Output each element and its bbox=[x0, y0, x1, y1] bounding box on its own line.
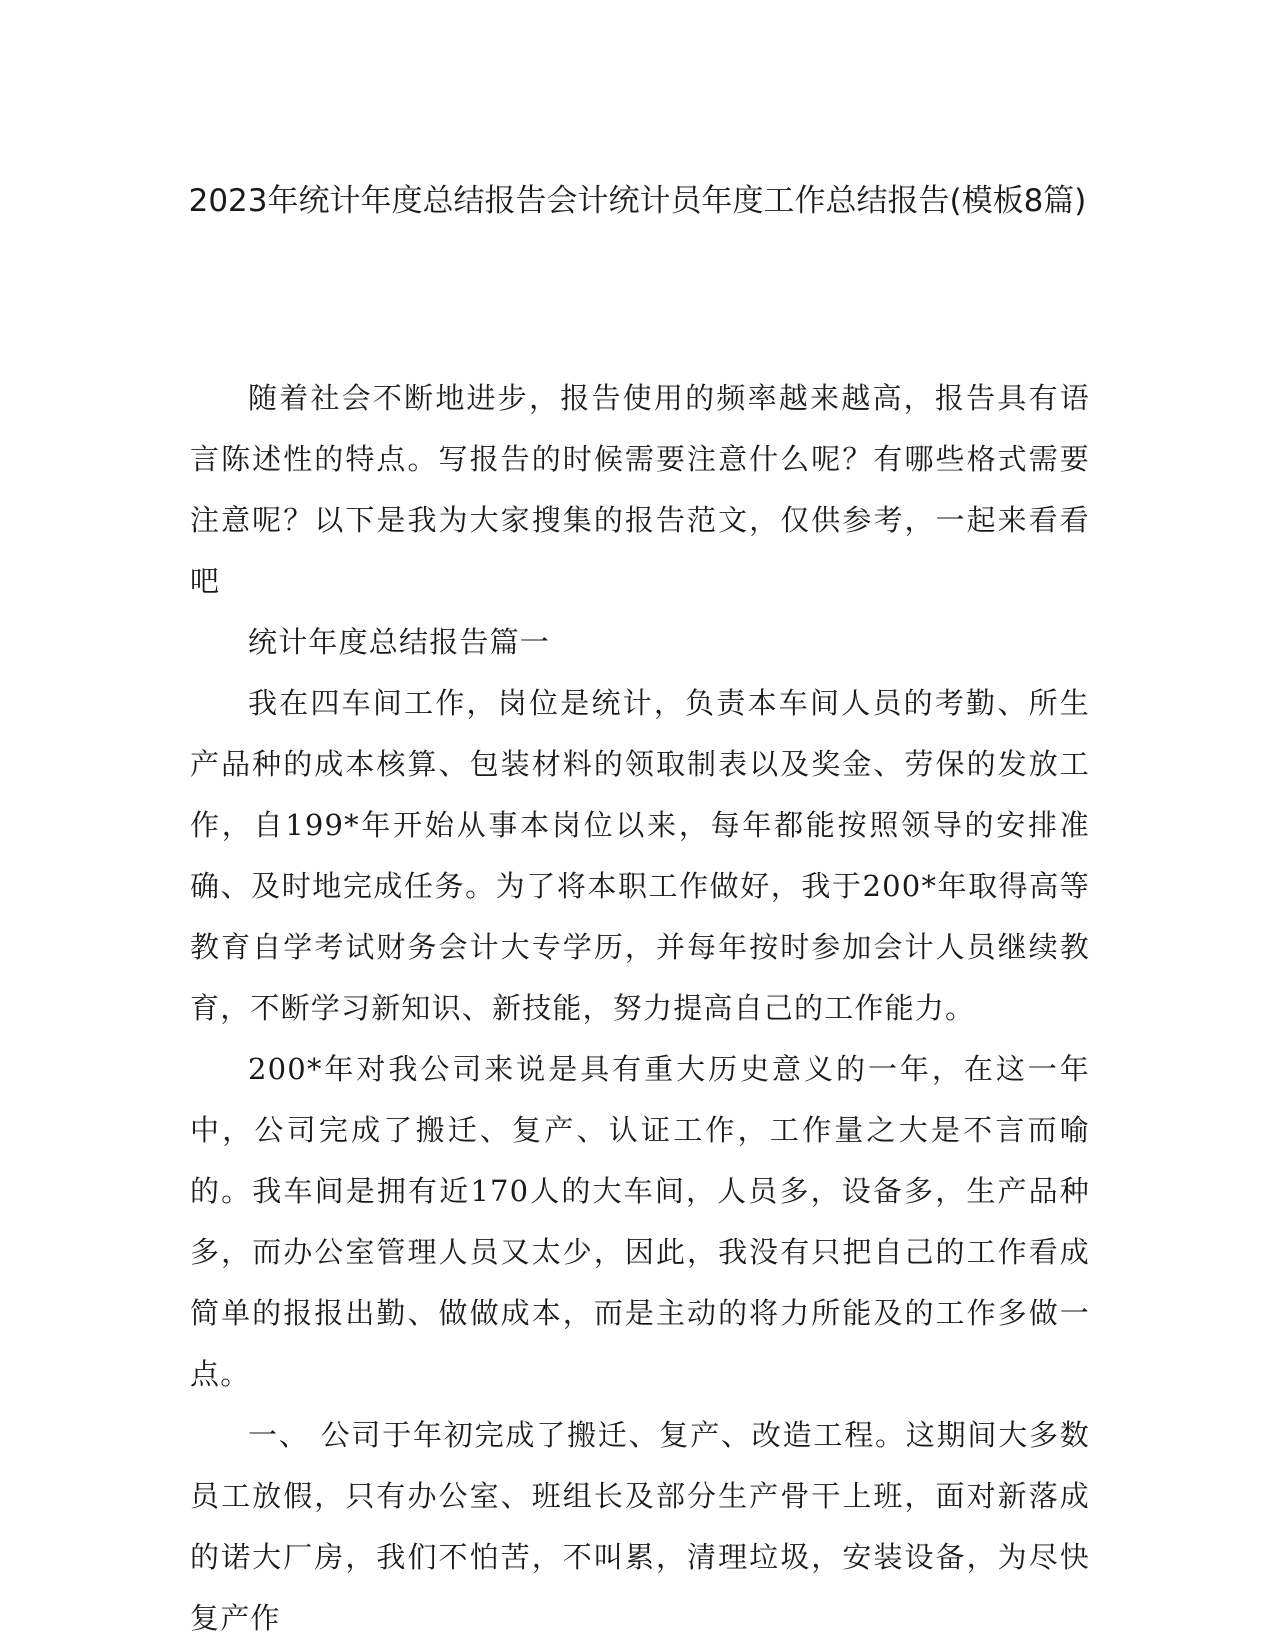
body-paragraph: 我在四车间工作，岗位是统计，负责本车间人员的考勤、所生产品种的成本核算、包装材料的领取制表以及奖金、劳保的发放工作，自199*年开始从事本岗位以来，每年都能按照领导的安排准确、及时地完成任务。为了将本职工作做好，我于200*年取得高等教育自学考试财务会计大专学历，并每年按时参加会计人员继续教育，不断学习新知识、新技能，努力提高自己的工作能力。 bbox=[190, 686, 1090, 1025]
body-paragraph: 200*年对我公司来说是具有重大历史意义的一年，在这一年中，公司完成了搬迁、复产、认证工作，工作量之大是不言而喻的。我车间是拥有近170人的大车间，人员多，设备多，生产品种多，而办公室管理人员又太少，因此，我没有只把自己的工作看成简单的报报出勤、做做成本，而是主动的将力所能及的工作多做一点。 bbox=[190, 1052, 1090, 1391]
document-title: 2023年统计年度总结报告会计统计员年度工作总结报告(模板8篇) bbox=[188, 183, 1087, 219]
document-body bbox=[190, 368, 1090, 1649]
section-heading: 统计年度总结报告篇一 bbox=[248, 625, 551, 659]
intro-paragraph: 随着社会不断地进步，报告使用的频率越来越高，报告具有语言陈述性的特点。写报告的时候需要注意什么呢？有哪些格式需要注意呢？以下是我为大家搜集的报告范文，仅供参考，一起来看看吧 bbox=[190, 381, 1090, 598]
body-paragraph: 一、 公司于年初完成了搬迁、复产、改造工程。这期间大多数员工放假，只有办公室、班组长及部分生产骨干上班，面对新落成的诺大厂房，我们不怕苦，不叫累，清理垃圾，安装设备，为尽快复产作 bbox=[190, 1418, 1090, 1635]
